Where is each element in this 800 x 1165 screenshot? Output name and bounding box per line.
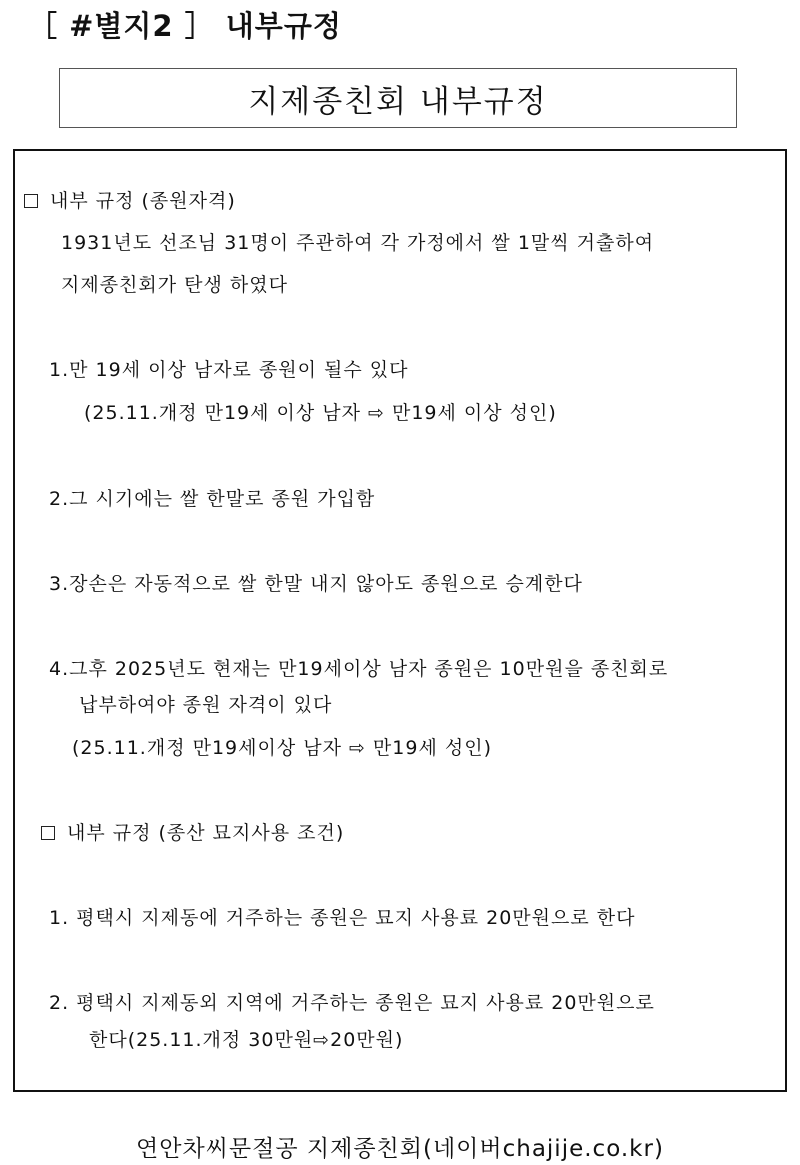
intro-line-1: 1931년도 선조님 31명이 주관하여 각 가정에서 쌀 1말씩 거출하여 [61, 232, 655, 254]
membership-item-3: 3.장손은 자동적으로 쌀 한말 내지 않아도 종원으로 승계한다 [49, 573, 583, 595]
footer-text: 연안차씨문절공 지제종친회(네이버chajije.co.kr) [136, 1136, 664, 1162]
cemetery-item-2-line-1: 2. 평택시 지제동외 지역에 거주하는 종원은 묘지 사용료 20만원으로 [49, 992, 655, 1014]
section2-heading-text: 내부 규정 (종산 묘지사용 조건) [67, 822, 345, 844]
membership-item-1-note: (25.11.개정 만19세 이상 남자 ⇨ 만19세 이상 성인) [84, 402, 557, 424]
membership-item-4-note: (25.11.개정 만19세이상 남자 ⇨ 만19세 성인) [72, 737, 492, 759]
document-title: 지제종친회 내부규정 [248, 83, 548, 120]
cemetery-item-1: 1. 평택시 지제동에 거주하는 종원은 묘지 사용료 20만원으로 한다 [49, 907, 636, 929]
membership-item-1: 1.만 19세 이상 남자로 종원이 될수 있다 [49, 359, 409, 381]
section2-heading [41, 818, 344, 845]
intro-line-2: 지제종친회가 탄생 하였다 [61, 274, 288, 296]
page-header: ［ #별지2 ］ 내부규정 [28, 9, 342, 43]
cemetery-item-2-line-2: 한다(25.11.개정 30만원⇨20만원) [89, 1029, 404, 1051]
membership-item-2: 2.그 시기에는 쌀 한말로 종원 가입함 [49, 488, 376, 510]
section1-heading [24, 186, 236, 213]
membership-item-4-line-1: 4.그후 2025년도 현재는 만19세이상 남자 종원은 10만원을 종친회로 [49, 658, 669, 680]
checkbox-square-icon [41, 826, 55, 840]
membership-item-4-line-2: 납부하여야 종원 자격이 있다 [79, 694, 333, 716]
section1-heading-text: 내부 규정 (종원자격) [50, 190, 236, 212]
title-box [59, 68, 737, 128]
checkbox-square-icon [24, 194, 38, 208]
